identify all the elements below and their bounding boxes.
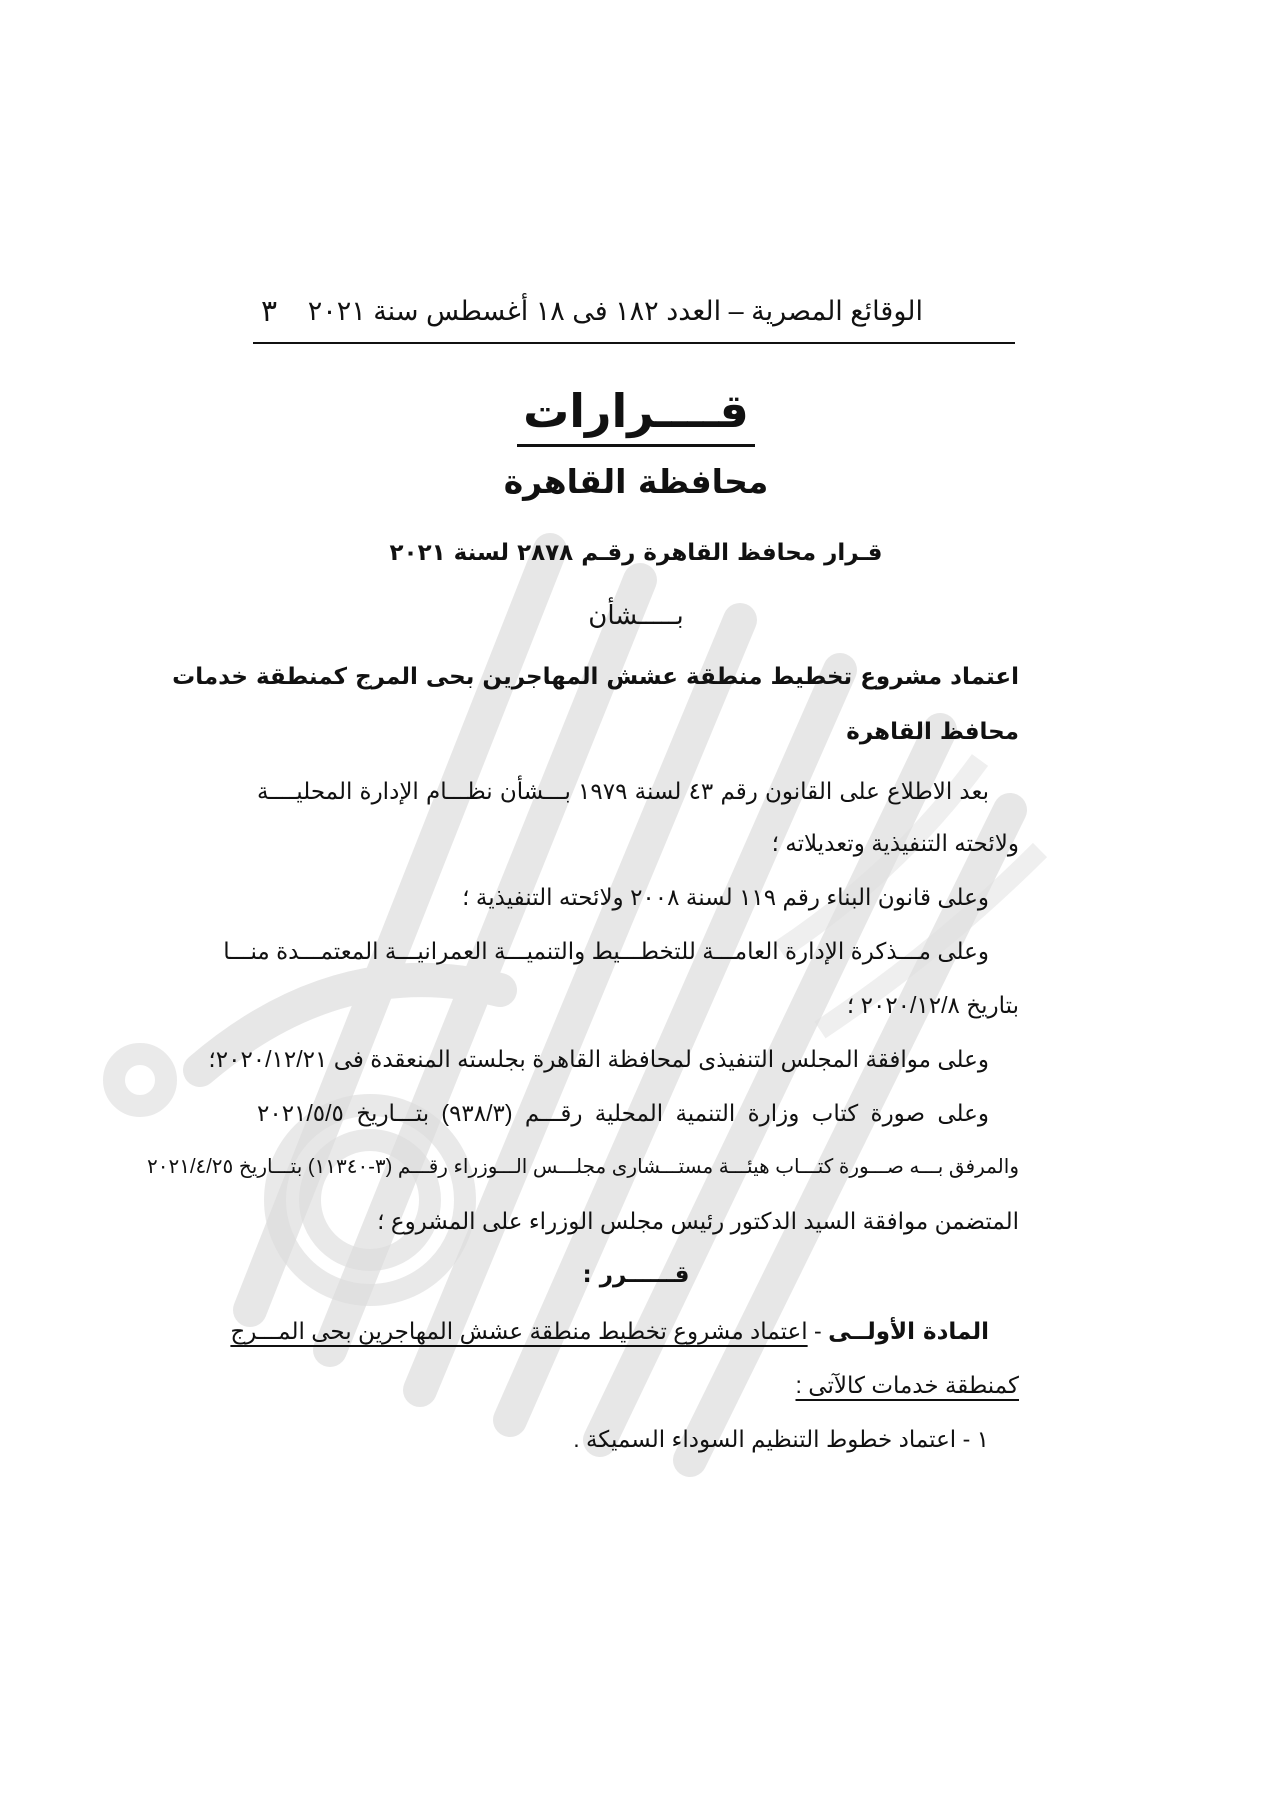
paragraph-6-line-2: المتضمن موافقة السيد الدكتور رئيس مجلس الوزراء على المشروع ؛ bbox=[377, 1208, 1019, 1234]
paragraph-5: وعلى صورة كتاب وزارة التنمية المحلية رقـــم (٩٣٨/٣) بتـــاريخ ٢٠٢١/٥/٥ bbox=[257, 1100, 989, 1126]
paragraph-3-line-2: بتاريخ ٢٠٢٠/١٢/٨ ؛ bbox=[846, 992, 1019, 1018]
paragraph-1-line-1: بعد الاطلاع على القانون رقم ٤٣ لسنة ١٩٧٩ بـــشأن نظـــام الإدارة المحليــــة bbox=[257, 778, 990, 804]
subject-line-1: اعتماد مشروع تخطيط منطقة عشش المهاجرين بحى المرج كمنطقة خدمات bbox=[172, 664, 1019, 690]
article-1 bbox=[230, 1314, 989, 1349]
gazette-title: الوقائع المصرية – العدد ١٨٢ فى ١٨ أغسطس سنة ٢٠٢١ bbox=[307, 296, 923, 326]
paragraph-3-line-1: وعلى مـــذكرة الإدارة العامـــة للتخطـــيط والتنميـــة العمرانيـــة المعتمـــدة منـــا bbox=[223, 938, 989, 964]
article-1-line-2: كمنطقة خدمات كالآتى : bbox=[795, 1372, 1019, 1398]
governorate-name: محافظة القاهرة bbox=[503, 462, 769, 501]
paragraph-4: وعلى موافقة المجلس التنفيذى لمحافظة القاهرة بجلسته المنعقدة فى ٢٠٢٠/١٢/٢١؛ bbox=[208, 1046, 989, 1072]
page-header bbox=[253, 282, 1015, 344]
regarding-label: بـــــشأن bbox=[588, 600, 684, 630]
article-1-separator: - bbox=[807, 1318, 829, 1344]
article-1-text: اعتماد مشروع تخطيط منطقة عشش المهاجرين بحى المـــرج bbox=[230, 1318, 808, 1344]
decision-title: قـرار محافظ القاهرة رقـم ٢٨٧٨ لسنة ٢٠٢١ bbox=[389, 540, 883, 566]
item-1: ١ - اعتماد خطوط التنظيم السوداء السميكة . bbox=[573, 1426, 989, 1452]
section-title: قــــرارات bbox=[0, 384, 1272, 447]
decides-label: قــــــرر : bbox=[582, 1262, 690, 1288]
paragraph-2: وعلى قانون البناء رقم ١١٩ لسنة ٢٠٠٨ ولائحته التنفيذية ؛ bbox=[462, 884, 989, 910]
page-number: ٣ bbox=[261, 295, 278, 328]
article-1-label: المادة الأولــى bbox=[828, 1319, 989, 1345]
subject-line-2: محافظ القاهرة bbox=[846, 719, 1019, 745]
paragraph-6-line-1: والمرفق بـــه صـــورة كتـــاب هيئـــة مستـــشارى مجلـــس الـــوزراء رقـــم (٣-١١٣٤٠) بتـــاريخ ٢٠٢١/٤/٢٥ bbox=[146, 1156, 1019, 1178]
paragraph-1-line-2: ولائحته التنفيذية وتعديلاته ؛ bbox=[771, 830, 1019, 856]
